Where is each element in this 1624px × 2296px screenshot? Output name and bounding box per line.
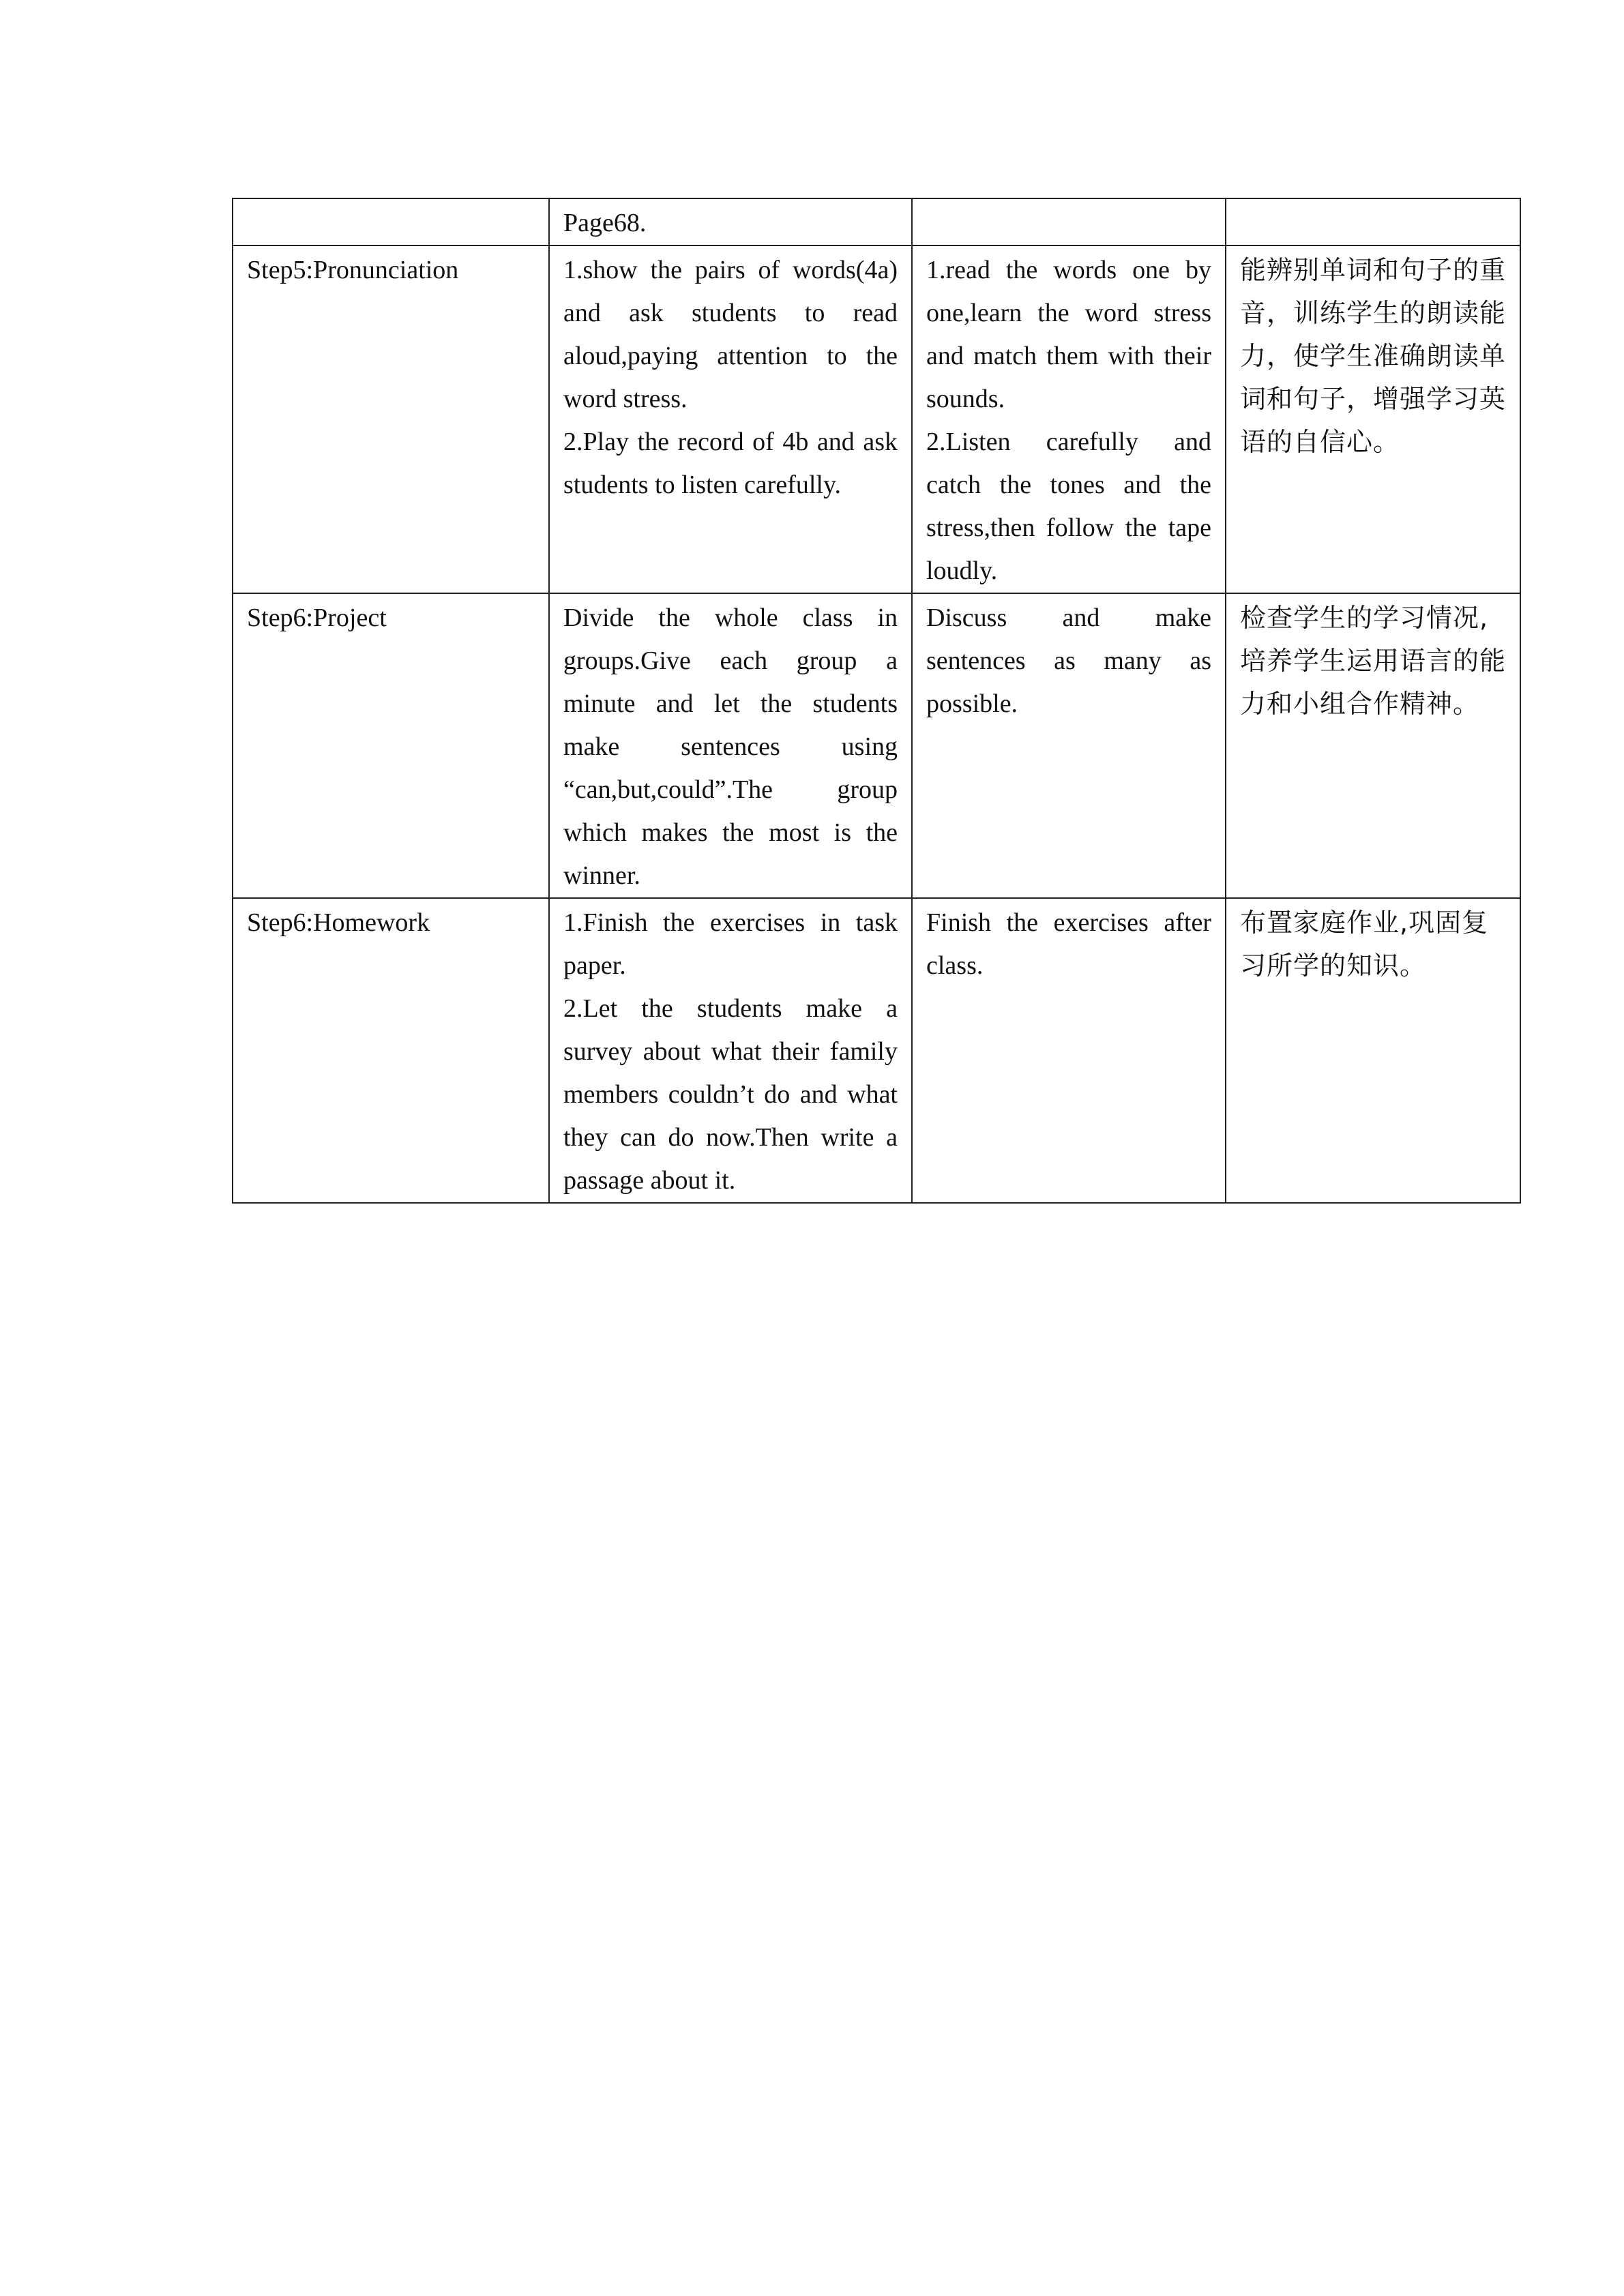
student-activity-cell: [912, 198, 1226, 245]
student-activity-text: 2.Listen carefully and catch the tones and the stress,then follow the tape loudly.: [926, 428, 1211, 585]
lesson-plan-table: [232, 198, 1521, 1204]
table-row-continuation: [233, 198, 1520, 245]
step-label: Step5:Pronunciation: [247, 256, 459, 284]
table-row-project: [233, 593, 1520, 898]
student-activity-cell: [912, 593, 1226, 898]
purpose-cell: [1226, 245, 1520, 593]
purpose-text: 能辨别单词和句子的重音，训练学生的朗读能力，使学生准确朗读单词和句子，增强学习英语的自信心。: [1240, 255, 1507, 457]
step-cell: [233, 198, 549, 245]
purpose-text: 布置家庭作业,巩固复习所学的知识。: [1240, 908, 1489, 981]
teacher-activity-text: 1.Finish the exercises in task paper.: [563, 908, 898, 980]
purpose-cell: [1226, 898, 1520, 1203]
teacher-activity-text: 2.Let the students make a survey about what their family members couldn’t do and what they can do now.Then write a passage about it.: [563, 994, 898, 1195]
teacher-activity-text: Divide the whole class in groups.Give each group a minute and let the students make sentences using “can,but,could”.The group which makes the most is the winner.: [563, 603, 898, 890]
purpose-cell: [1226, 198, 1520, 245]
step-label: Step6:Project: [247, 603, 387, 632]
student-activity-text: Finish the exercises after class.: [926, 908, 1211, 980]
teacher-activity-text: 1.show the pairs of words(4a) and ask students to read aloud,paying attention to the word stress.: [563, 256, 898, 413]
teacher-activity-cell: [549, 245, 912, 593]
step-cell: [233, 593, 549, 898]
table-row-pronunciation: [233, 245, 1520, 593]
purpose-text: 检查学生的学习情况,培养学生运用语言的能力和小组合作精神。: [1240, 603, 1507, 719]
student-activity-cell: [912, 245, 1226, 593]
teacher-activity-text: 2.Play the record of 4b and ask students to listen carefully.: [563, 428, 898, 499]
student-activity-cell: [912, 898, 1226, 1203]
purpose-cell: [1226, 593, 1520, 898]
teacher-activity-cell: [549, 898, 912, 1203]
step-cell: [233, 245, 549, 593]
teacher-activity-cell: [549, 593, 912, 898]
table-row-homework: [233, 898, 1520, 1203]
teacher-activity-cell: [549, 198, 912, 245]
teacher-activity-text: Page68.: [563, 209, 647, 237]
student-activity-text: Discuss and make sentences as many as possible.: [926, 603, 1211, 718]
step-cell: [233, 898, 549, 1203]
student-activity-text: 1.read the words one by one,learn the word stress and match them with their sounds.: [926, 256, 1211, 413]
step-label: Step6:Homework: [247, 908, 430, 937]
